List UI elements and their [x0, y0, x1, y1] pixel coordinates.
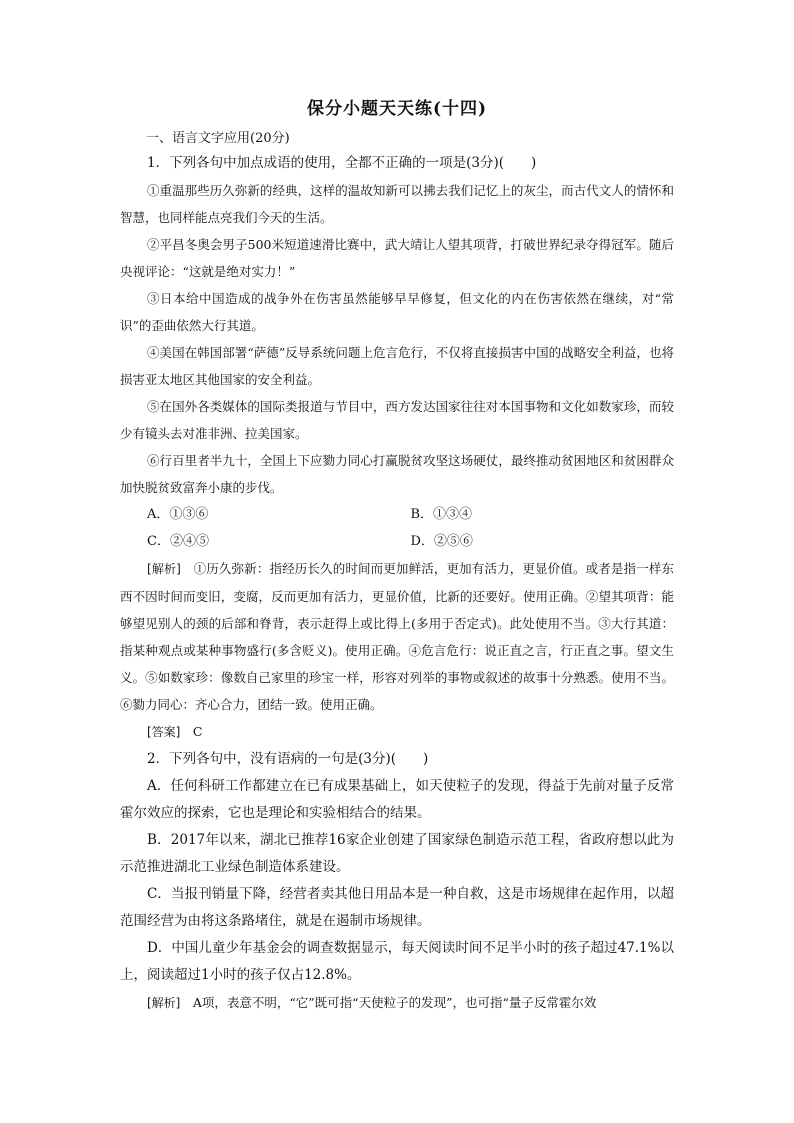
question-2-option-b: B．2017年以来，湖北已推荐16家企业创建了国家绿色制造示范工程，省政府想以此为示范推进湖北工业绿色制造体系建设。: [120, 832, 674, 875]
page-title: 保分小题天天练(十四): [306, 99, 488, 119]
question-2-analysis: [120, 989, 674, 1017]
option-a: A．①③⑥: [147, 507, 209, 522]
question-1-options-row-2: [120, 528, 674, 555]
analysis-label: [解析]: [147, 562, 181, 576]
document-page: [120, 96, 674, 1017]
analysis-text: ①历久弥新：指经历长久的时间而更加鲜活，更加有活力，更显价值。或者是指一样东西不因时间而变旧，变腐，反而更加有活力，更显价值，比新的还要好。使用正确。②望其项背：能够望见别人的颈的后部和脊背，表示赶得上或比得上(多用于否定式)。此处使用不当。③大行其道：指某种观点或某种事物盛行(多含贬义)。使用正确。④危言危行：说正直之言，行正直之事。望文生义。⑤如数家珍：像数自己家里的珍宝一样，形容对列举的事物或叙述的故事十分熟悉。使用不当。⑥勠力同心：齐心合力，团结一致。使用正确。: [120, 561, 674, 712]
question-1-stem: 1．下列各句中加点成语的使用，全都不正确的一项是(3分)( ): [147, 155, 537, 171]
option-d: D．②⑤⑥: [410, 534, 473, 549]
analysis-text: A项，表意不明，“它”既可指“天使粒子的发现”，也可指“量子反常霍尔效: [180, 995, 597, 1010]
question-2-option-d: D．中国儿童少年基金会的调查数据显示，每天阅读时间不足半小时的孩子超过47.1%以上，阅读超过1小时的孩子仅占12.8%。: [120, 940, 674, 983]
question-2-option-c: C．当报刊销量下降，经营者卖其他日用品本是一种自救，这是市场规律在起作用，以超范围经营为由将这条路堵住，就是在遏制市场规律。: [120, 886, 674, 929]
question-1-sentence-4: ④美国在韩国部署“萨德”反导系统问题上危言危行，不仅将直接损害中国的战略安全利益，也将损害亚太地区其他国家的安全利益。: [120, 345, 674, 387]
analysis-label: [解析]: [147, 996, 181, 1010]
question-1-analysis: [120, 555, 674, 718]
question-1-sentence-6: ⑥行百里者半九十，全国上下应勠力同心打赢脱贫攻坚这场硬仗，最终推动贫困地区和贫困群众加快脱贫致富奔小康的步伐。: [120, 453, 674, 495]
option-b: B．①③④: [410, 507, 473, 522]
question-1-sentence-2: ②平昌冬奥会男子500米短道速滑比赛中，武大靖让人望其项背，打破世界纪录夺得冠军。随后央视评论：“这就是绝对实力！”: [120, 237, 674, 279]
answer-text: C: [180, 724, 203, 739]
section-heading: 一、语言文字应用(20分): [146, 131, 290, 146]
question-1-options-row-1: [120, 501, 674, 528]
question-1-sentence-5: ⑤在国外各类媒体的国际类报道与节目中，西方发达国家往往对本国事物和文化如数家珍，而较少有镜头去对准非洲、拉美国家。: [120, 399, 674, 441]
option-c: C．②④⑤: [147, 534, 209, 549]
question-2-stem: 2．下列各句中，没有语病的一句是(3分)( ): [147, 751, 429, 767]
question-2-option-a: A．任何科研工作都建立在已有成果基础上，如天使粒子的发现，得益于先前对量子反常霍尔效应的探索，它也是理论和实验相结合的结果。: [120, 778, 674, 821]
question-1-answer: [120, 718, 674, 746]
answer-label: [答案]: [147, 725, 181, 739]
question-1-sentence-3: ③日本给中国造成的战争外在伤害虽然能够早早修复，但文化的内在伤害依然在继续，对“常识”的歪曲依然大行其道。: [120, 291, 674, 333]
question-1-sentence-1: ①重温那些历久弥新的经典，这样的温故知新可以拂去我们记忆上的灰尘，而古代文人的情怀和智慧，也同样能点亮我们今天的生活。: [120, 183, 674, 225]
